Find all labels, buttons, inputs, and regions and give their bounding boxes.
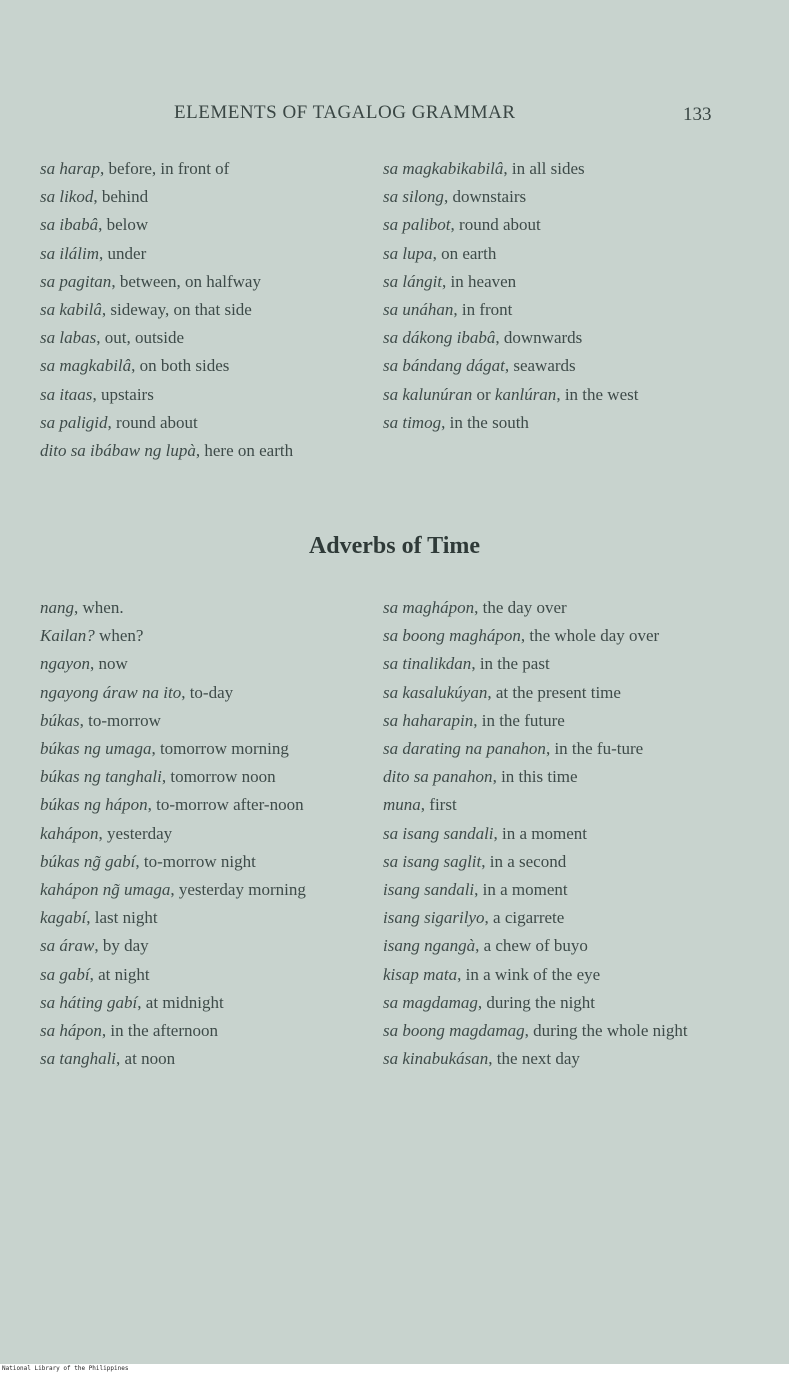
list-item: nang, when. — [40, 598, 124, 617]
list-item: búkas ng̃ gabí, to-morrow night — [40, 851, 256, 871]
running-head: ELEMENTS OF TAGALOG GRAMMAR — [174, 102, 516, 123]
place-adverbs-right-column — [383, 155, 713, 437]
list-item: sa timog, in the south — [383, 412, 529, 432]
list-item: sa dákong ibabâ, downwards — [383, 328, 583, 348]
list-item: sa harap, before, in front of — [40, 159, 230, 178]
list-item: sa labas, out, outside — [40, 328, 185, 348]
list-item: búkas ng hápon, to-morrow after-noon — [40, 795, 304, 815]
place-adverbs-left-column — [40, 155, 365, 465]
list-item: dito sa panahon, in this time — [383, 767, 578, 787]
list-item: sa ibabâ, below — [40, 215, 149, 235]
list-item: sa bándang dágat, seawards — [383, 356, 576, 376]
section-title: Adverbs of Time — [308, 533, 481, 559]
list-item: sa darating na panahon, in the fu-ture — [383, 739, 644, 759]
list-item: búkas ng tanghali, tomorrow noon — [40, 767, 276, 787]
list-item: búkas, to-morrow — [40, 710, 161, 730]
list-item: sa paligid, round about — [40, 412, 198, 432]
list-item: sa unáhan, in front — [383, 300, 513, 320]
footer-credit: National Library of the Philippines — [2, 1365, 129, 1372]
list-item: sa boong maghápon, the whole day over — [383, 626, 660, 646]
list-item: kagabí, last night — [40, 908, 158, 928]
list-item: dito sa ibábaw ng lupà, here on earth — [40, 441, 294, 461]
list-item: isang sandali, in a moment — [383, 880, 568, 900]
list-item: kahápon, yesterday — [40, 823, 173, 843]
list-item: sa lupa, on earth — [383, 243, 497, 263]
time-adverbs-right-column — [383, 594, 728, 1073]
list-item: sa isang sandali, in a moment — [383, 823, 588, 843]
list-item: sa isang saglit, in a second — [383, 851, 567, 871]
list-item: sa pagitan, between, on halfway — [40, 271, 261, 291]
list-item: kahápon ng̃ umaga, yesterday morning — [40, 880, 306, 900]
list-item: isang sigarilyo, a cigarrete — [383, 908, 565, 928]
list-item: sa silong, downstairs — [383, 187, 527, 207]
list-item: sa áraw, by day — [40, 936, 149, 956]
list-item: kisap mata, in a wink of the eye — [383, 964, 601, 984]
list-item: sa kabilâ, sideway, on that side — [40, 300, 252, 320]
list-item: sa ilálim, under — [40, 243, 147, 263]
list-item: sa magdamag, during the night — [383, 992, 596, 1012]
list-item: sa magkabikabilâ, in all sides — [383, 159, 585, 178]
list-item: ngayong áraw na ito, to-day — [40, 682, 234, 702]
list-item: Kailan? when? — [40, 626, 144, 646]
list-item: sa maghápon, the day over — [383, 598, 567, 617]
list-item: sa magkabilâ, on both sides — [40, 356, 230, 376]
list-item: sa boong magdamag, during the whole night — [383, 1021, 688, 1041]
list-item: sa hápon, in the afternoon — [40, 1021, 219, 1041]
list-item: sa kinabukásan, the next day — [383, 1049, 580, 1069]
list-item: sa tanghali, at noon — [40, 1049, 176, 1069]
list-item: sa lángit, in heaven — [383, 271, 517, 291]
list-item: sa kasalukúyan, at the present time — [383, 682, 621, 702]
time-adverbs-left-column — [40, 594, 370, 1073]
list-item: sa tinalikdan, in the past — [383, 654, 550, 674]
list-item: sa háting gabí, at midnight — [40, 992, 224, 1012]
page-number: 133 — [683, 104, 712, 125]
list-item: sa itaas, upstairs — [40, 384, 154, 404]
list-item: isang ngangà, a chew of buyo — [383, 936, 588, 956]
list-item: muna, first — [383, 795, 457, 815]
list-item: sa haharapin, in the future — [383, 710, 565, 730]
list-item: sa kalunúran or kanlúran, in the west — [383, 384, 639, 404]
list-item: sa palibot, round about — [383, 215, 541, 235]
list-item: ngayon, now — [40, 654, 128, 674]
list-item: sa gabí, at night — [40, 964, 150, 984]
list-item: sa likod, behind — [40, 187, 149, 207]
list-item: búkas ng umaga, tomorrow morning — [40, 739, 289, 759]
